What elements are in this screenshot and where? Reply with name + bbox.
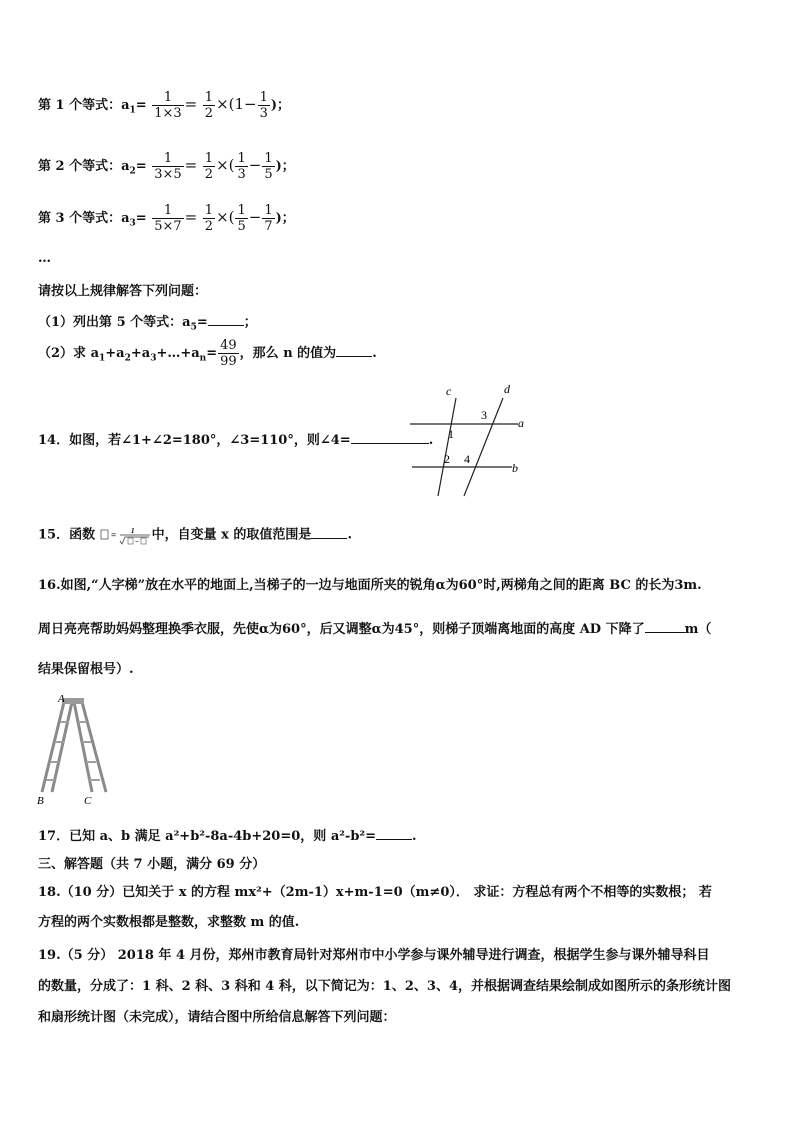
line-c [438, 398, 456, 496]
svg-text:−: − [134, 538, 139, 546]
equation-1: 第 1 个等式：$a_1=$ $\frac{1}{1\times 3}$ = $\frac{1}{2}$ ×(1− $\frac{1}{3}$ )； [38, 90, 291, 121]
fraction: $\frac{1}{1\times 3}$ [154, 90, 182, 121]
label-c: c [446, 384, 452, 398]
angle-2-label: 2 [444, 452, 450, 466]
label-A: A [58, 693, 65, 705]
answer-blank[interactable] [208, 313, 244, 326]
problem-16-line-3: 结果保留根号）. [38, 662, 134, 677]
parallel-lines-figure [408, 380, 538, 500]
angle-3-label: 3 [481, 408, 487, 422]
angle-1-label: 1 [448, 427, 454, 441]
fraction: $\frac{1}{5\times 7}$ [154, 203, 182, 234]
problem-16-line-1: 16.如图,“人字梯”放在水平的地面上,当梯子的一边与地面所夹的锐角α为60°时,两梯角之间的距离 BC 的长为3m. [38, 578, 702, 593]
problem-19-line-1: 19.（5 分） 2018 年 4 月份，郑州市教育局针对郑州市中小学参与课外辅导进行调查，根据学生参与课外辅导科目 [38, 948, 710, 963]
section-3-heading: 三、解答题（共 7 小题，满分 69 分） [38, 857, 266, 872]
answer-blank[interactable] [376, 827, 412, 840]
label-B: B [37, 795, 44, 807]
label-b: b [512, 461, 518, 475]
fraction: $\frac{1}{2}$ [204, 151, 214, 182]
ladder-figure [34, 692, 116, 808]
fraction: $\frac{1}{5}$ [237, 203, 246, 234]
fraction: $\frac{1}{3}$ [237, 151, 246, 182]
answer-blank[interactable] [645, 620, 685, 633]
instructions: 请按以上规律解答下列问题： [38, 284, 208, 299]
question-2: （2）求 $a_1+a_2+a_3+\dots+a_n=$ $\frac{49}{99}$ ，那么 n 的值为 . [38, 338, 377, 369]
function-formula-image [100, 524, 152, 546]
problem-19-line-2: 的数量，分成了：1 科、2 科、3 科和 4 科，以下简记为：1、2、3、4，并根据调查结果绘制成如图所示的条形统计图 [38, 979, 731, 994]
equation-2: 第 2 个等式：$a_2=$ $\frac{1}{3\times 5}$ = $\frac{1}{2}$ ×( $\frac{1}{3}$ − $\frac{1}{5}$ )； [38, 151, 295, 182]
problem-15: 15．函数 = 1 − 中，自变量 x 的取值范围是 . [38, 524, 352, 546]
fraction: $\frac{49}{99}$ [220, 338, 237, 369]
label-C: C [84, 795, 92, 807]
equation-3: 第 3 个等式：$a_3=$ $\frac{1}{5\times 7}$ = $\frac{1}{2}$ ×( $\frac{1}{5}$ − $\frac{1}{7}$ )； [38, 203, 295, 234]
fraction: $\frac{1}{2}$ [204, 203, 214, 234]
label-a: a [518, 416, 524, 430]
angle-4-label: 4 [464, 452, 470, 466]
answer-blank[interactable] [336, 344, 372, 357]
fraction: $\frac{1}{2}$ [204, 90, 214, 121]
fraction: $\frac{1}{3}$ [259, 90, 268, 121]
problem-18-line-1: 18.（10 分）已知关于 x 的方程 mx²+（2m-1）x+m-1=0（m≠0）． 求证：方程总有两个不相等的实数根； 若 [38, 885, 712, 900]
problem-14: 14．如图，若∠1+∠2=180°，∠3=110°，则∠4= . [38, 433, 434, 448]
problem-19-line-3: 和扇形统计图（未完成），请结合图中所给信息解答下列问题： [38, 1010, 396, 1025]
ellipsis: … [38, 251, 51, 266]
fraction: $\frac{1}{5}$ [264, 151, 273, 182]
problem-17: 17．已知 a、b 满足 a²+b²-8a-4b+20=0，则 a²-b²= . [38, 829, 417, 844]
svg-text:=: = [110, 530, 116, 540]
label-d: d [504, 382, 510, 396]
problem-16-line-2: 周日亮亮帮助妈妈整理换季衣服，先使α为60°，后又调整α为45°，则梯子顶端离地面的高度 AD 下降了 m（ [38, 622, 712, 637]
question-1: （1）列出第 5 个等式：$a_5=$ ； [38, 315, 257, 333]
fraction: $\frac{1}{3\times 5}$ [154, 151, 182, 182]
answer-blank[interactable] [311, 526, 347, 539]
problem-18-line-2: 方程的两个实数根都是整数，求整数 m 的值. [38, 915, 300, 930]
svg-text:1: 1 [130, 527, 135, 535]
fraction: $\frac{1}{7}$ [264, 203, 273, 234]
